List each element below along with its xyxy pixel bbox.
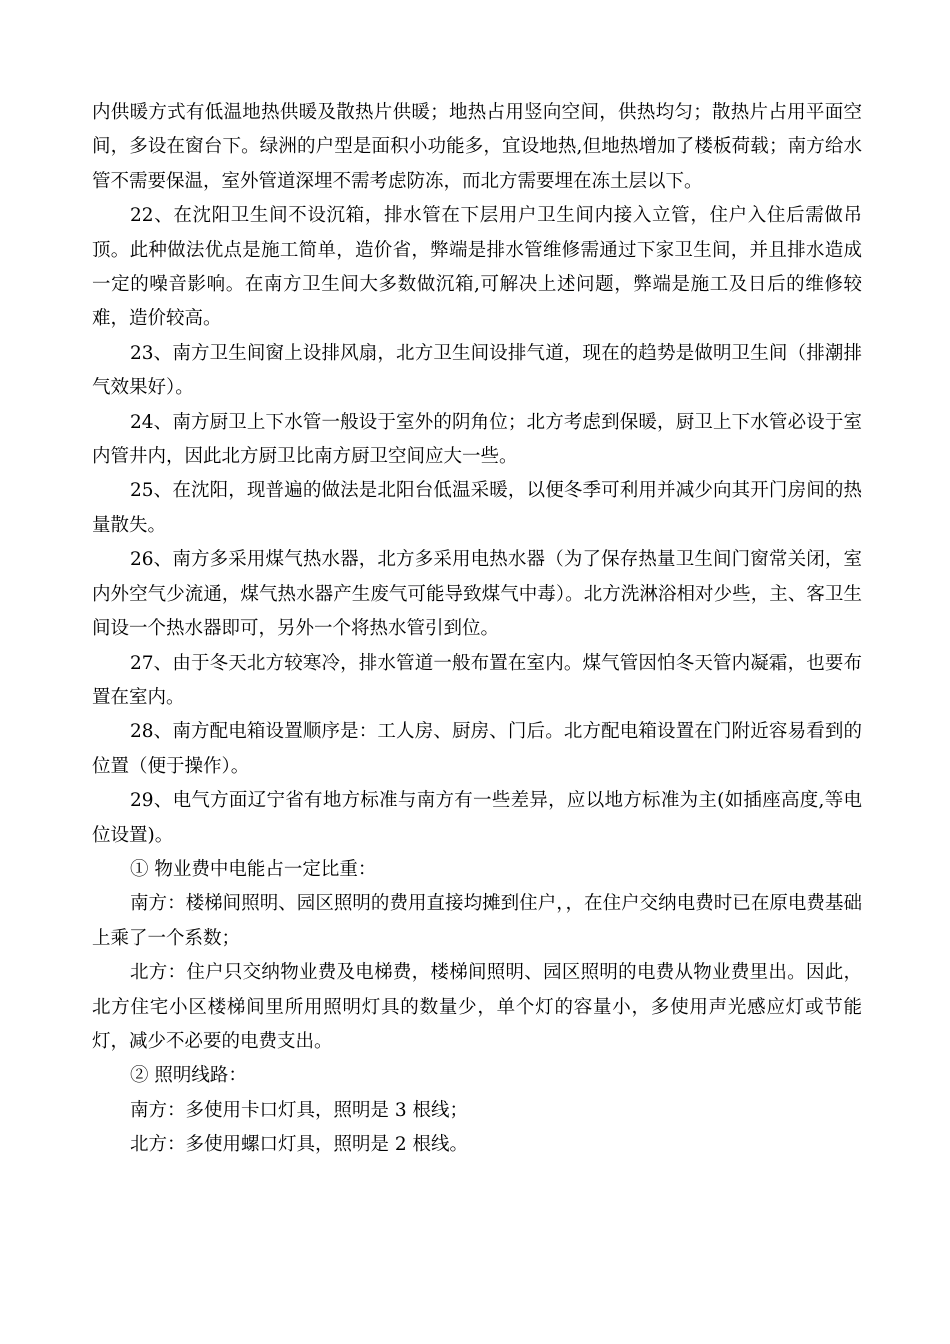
paragraph-heating-continued: 内供暖方式有低温地热供暖及散热片供暖；地热占用竖向空间，供热均匀；散热片占用平面空间，多设在窗台下。绿洲的户型是面积小功能多，宜设地热,但地热增加了楼板荷载；南方给水管不需要保温，室外管道深埋不需考虑防冻，而北方需要埋在冻土层以下。 (92, 102, 862, 192)
document-body (92, 96, 862, 1163)
paragraph-22: 22、在沈阳卫生间不设沉箱，排水管在下层用户卫生间内接入立管，住户入住后需做吊顶。此种做法优点是施工简单，造价省，弊端是排水管维修需通过下家卫生间，并且排水造成一定的噪音影响。在南方卫生间大多数做沉箱,可解决上述问题，弊端是施工及日后的维修较难，造价较高。 (92, 205, 862, 330)
sub-item-2-north: 北方：多使用螺口灯具，照明是 2 根线。 (130, 1134, 469, 1156)
paragraph-26: 26、南方多采用煤气热水器，北方多采用电热水器（为了保存热量卫生间门窗常关闭，室内外空气少流通，煤气热水器产生废气可能导致煤气中毒）。北方洗淋浴相对少些，主、客卫生间设一个热水器即可，另外一个将热水管引到位。 (92, 549, 862, 640)
paragraph-27: 27、由于冬天北方较寒冷，排水管道一般布置在室内。煤气管因怕冬天管内凝霜，也要布置在室内。 (92, 652, 862, 708)
sub-item-1-north: 北方：住户只交纳物业费及电梯费，楼梯间照明、园区照明的电费从物业费里出。因此，北方住宅小区楼梯间里所用照明灯具的数量少，单个灯的容量小，多使用声光感应灯或节能灯，减少不必要的电费支出。 (92, 962, 862, 1052)
sub-item-2-heading: ② 照明线路： (130, 1065, 247, 1087)
sub-item-1-south: 南方：楼梯间照明、园区照明的费用直接均摊到住户，，在住户交纳电费时已在原电费基础上乘了一个系数； (92, 893, 862, 949)
paragraph-28: 28、南方配电箱设置顺序是：工人房、厨房、门后。北方配电箱设置在门附近容易看到的位置（便于操作）。 (92, 721, 862, 777)
paragraph-23: 23、南方卫生间窗上设排风扇，北方卫生间设排气道，现在的趋势是做明卫生间（排潮排气效果好）。 (92, 342, 862, 399)
sub-item-1-heading: ① 物业费中电能占一定比重： (130, 858, 377, 880)
paragraph-29: 29、电气方面辽宁省有地方标准与南方有一些差异，应以地方标准为主(如插座高度,等电位设置)。 (92, 790, 862, 846)
paragraph-24: 24、南方厨卫上下水管一般设于室外的阴角位；北方考虑到保暖，厨卫上下水管必设于室内管井内，因此北方厨卫比南方厨卫空间应大一些。 (92, 411, 862, 468)
paragraph-25: 25、在沈阳，现普遍的做法是北阳台低温采暖，以便冬季可利用并减少向其开门房间的热量散失。 (92, 480, 862, 536)
sub-item-2-south: 南方：多使用卡口灯具，照明是 3 根线； (130, 1099, 469, 1121)
